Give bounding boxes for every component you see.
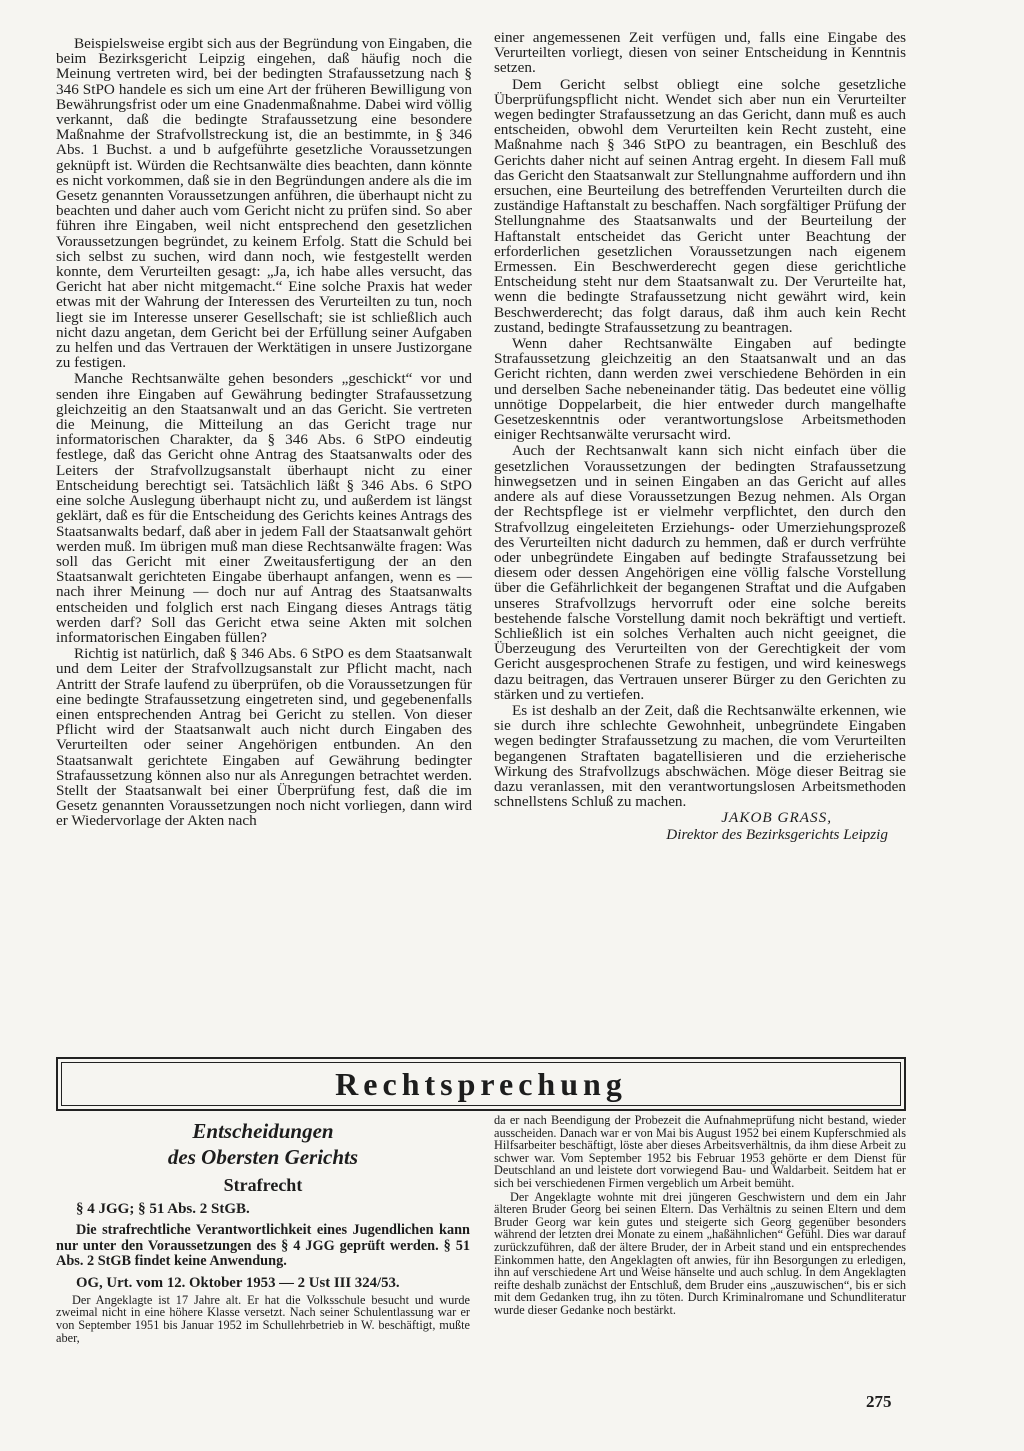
author-name: JAKOB GRASS, bbox=[721, 809, 832, 827]
page-number: 275 bbox=[866, 1392, 892, 1411]
decision-headnote: Die strafrechtliche Verantwortlichkeit eines Jugendlichen kann nur unter den Voraussetzungen des § 4 JGG geprüft werden. § 51 Abs. 2 StGB findet keine Anwendung. bbox=[56, 1222, 470, 1270]
decision-norms: § 4 JGG; § 51 Abs. 2 StGB. bbox=[76, 1201, 250, 1217]
article-continuation: einer angemessenen Zeit verfügen und, falls eine Eingabe des Verurteilten vorliegt, diesen von seiner Entscheidung in Kenntnis setzen. bbox=[494, 29, 906, 77]
article-paragraph: Beispielsweise ergibt sich aus der Begründung von Eingaben, die beim Bezirksgericht Leipzig eingehen, daß häufig noch die Meinung vertreten wird, bei der bedingten Strafaussetzung nach § 346 StPO handele es sich um eine Art der früheren Bewilligung von Bewährungsfrist oder um eine Gnadenmaßnahme. Dabei wird völlig verkannt, daß die bedingte Strafaussetzung eine besondere Maßnahme der Strafvollstreckung ist, die an bestimmte, in § 346 Abs. 1 Buchst. a und b aufgeführte gesetzliche Voraussetzungen geknüpft ist. Würden die Rechtsanwälte dies beachten, dann könnte es nicht vorkommen, daß sie in den Begründungen andere als die im Gesetz genannten Voraussetzungen anführen, die überhaupt nicht zu beachten und daher auch vom Gericht nicht zu prüfen sind. So aber führen ihre Eingaben, weil nicht entsprechend den gesetzlichen Voraussetzungen begründet, zu keinem Erfolg. Statt die Schuld bei sich selbst zu suchen, wird dann noch, wie festgestellt werden konnte, dem Verurteilten gesagt: „Ja, ich habe alles versucht, das Gericht hat aber nicht mitgemacht.“ Eine solche Praxis hat weder etwas mit der Wahrung der Interessen des Verurteilten zu tun, noch liegt sie im Interesse unserer Gesellschaft; sie ist schließlich auch nicht dazu angetan, dem Gericht bei der Erfüllung seiner Aufgaben zu helfen und das Vertrauen der Werktätigen in unsere Justizorgane zu festigen. bbox=[56, 35, 472, 372]
section-banner bbox=[56, 1057, 906, 1111]
decision-column-right bbox=[494, 1114, 906, 1317]
article-paragraph: Dem Gericht selbst obliegt eine solche gesetzliche Überprüfungspflicht nicht. Wendet sich aber nun ein Verurteilter wegen bedingter Strafaussetzung an das Gericht, dann muß es auch entscheiden, obwohl dem Verurteilten kein Recht zusteht, eine Maßnahme nach § 346 StPO zu beantragen, ein Beschluß des Gerichts daher nicht auf seinen Antrag ergeht. In diesem Fall muß das Gericht den Staatsanwalt zur Stellungnahme auffordern und ihn ersuchen, eine Beurteilung des betreffenden Verurteilten durch die zuständige Haftanstalt zu beschaffen. Nach sorgfältiger Prüfung der Stellungnahme des Staatsanwalts und der Beurteilung der Haftanstalt entscheidet das Gericht unter Beachtung der erforderlichen gesetzlichen Voraussetzungen nach eigenem Ermessen. Ein Beschwerderecht gegen diese gerichtliche Entscheidung steht nur dem Staatsanwalt zu. Der Verurteilte hat, wenn die bedingte Strafaussetzung nicht gewährt wird, kein Beschwerderecht; das folgt daraus, daß ihm auch kein Recht zustand, bedingte Strafaussetzung zu beantragen. bbox=[494, 75, 906, 336]
decision-reference: OG, Urt. vom 12. Oktober 1953 — 2 Ust III 324/53. bbox=[76, 1274, 400, 1291]
decision-text-left bbox=[56, 1294, 470, 1344]
decision-subheading: Strafrecht bbox=[223, 1175, 303, 1195]
author-title: Direktor des Bezirksgerichts Leipzig bbox=[666, 825, 888, 843]
decision-paragraph: Der Angeklagte ist 17 Jahre alt. Er hat die Volksschule besucht und wurde zweimal nicht in eine höhere Klasse versetzt. Nach seiner Schulentlassung war er von September 1951 bis Januar 1952 im Schullehrbetrieb in W. beschäftigt, mußte aber, bbox=[56, 1292, 470, 1345]
decision-heading-court: des Obersten Gerichts bbox=[167, 1145, 359, 1169]
decision-paragraph: da er nach Beendigung der Probezeit die Aufnahmeprüfung nicht bestand, wieder ausscheiden. Danach war er von Mai bis August 1952 bei einem Kupferschmied als Hilfsarbeiter beschäftigt, löste aber dieses Arbeitsverhältnis, da ihm diese Arbeit zu schwer war. Vom September 1952 bis Februar 1953 gehörte er dem Dienst für Deutschland an und leistete dort vorwiegend Bau- und Waldarbeit. Seitdem hat er sich bei verschiedenen Firmen vergeblich um Arbeit bemüht. bbox=[494, 1113, 906, 1190]
article-paragraph: Es ist deshalb an der Zeit, daß die Rechtsanwälte erkennen, wie sie durch ihre schlechte Gewohnheit, unbegründete Eingaben wegen bedingter Strafaussetzung zu machen, die vom Verurteilten begangenen Straftaten bagatellisieren und die erzieherische Wirkung des Strafvollzugs abschwächen. Möge dieser Beitrag sie dazu veranlassen, mit den verantwortungslosen Arbeitsmethoden schnellstens Schluß zu machen. bbox=[494, 701, 906, 811]
article-column-left bbox=[56, 36, 472, 829]
section-title: Rechtsprechung bbox=[335, 1066, 627, 1102]
decision-heading: Entscheidungen bbox=[192, 1119, 334, 1143]
article-paragraph: Wenn daher Rechtsanwälte Eingaben auf bedingte Strafaussetzung gleichzeitig an den Staatsanwalt und an das Gericht richten, dann werden zwei verschiedene Behörden in ein und derselben Sache nebeneinander tätig. Das bedeutet eine völlig unnötige Doppelarbeit, die hier entweder durch mangelhafte Gesetzeskenntnis oder verantwortungslose Arbeitsmethoden einiger Rechtsanwälte verursacht wird. bbox=[494, 335, 906, 444]
article-paragraph: Manche Rechtsanwälte gehen besonders „geschickt“ vor und senden ihre Eingaben auf Gewährung bedingter Strafaussetzung gleichzeitig an den Staatsanwalt und an das Gericht. Sie vertreten die Meinung, die Mitteilung an das Gericht trage nur informatorischen Charakter, da § 346 Abs. 6 StPO eindeutig festlege, daß das Gericht ohne Antrag des Staatsanwalts oder des Leiters der Strafvollzugsanstalt überhaupt nicht zu einer Entscheidung berechtigt sei. Tatsächlich läßt § 346 Abs. 6 StPO eine solche Auslegung überhaupt nicht zu, und außerdem ist längst geklärt, daß es für die Entscheidung des Gerichts keines Antrags des Staatsanwalts bedarf, daß aber in jedem Fall der Staatsanwalt gehört werden muß. Im übrigen muß man diese Rechtsanwälte fragen: Was soll das Gericht mit einer Zweitausfertigung der an den Staatsanwalt gerichteten Eingabe überhaupt anfangen, wenn es — nach ihrer Meinung — doch nur auf Antrag des Staatsanwalts entscheiden und folglich erst nach Eingang dieses Antrags tätig werden darf? Soll das Gericht etwa seine Akten mit solchen informatorischen Eingaben füllen? bbox=[56, 370, 472, 646]
decision-column-left bbox=[56, 1118, 470, 1344]
decision-paragraph: Der Angeklagte wohnte mit drei jüngeren Geschwistern und dem ein Jahr älteren Bruder Georg bei seinen Eltern. Das Verhältnis zu seinen Eltern und dem Bruder Georg war kein gutes und steigerte sich Georg gegenüber besonders während der letzten drei Monate zu einem „haßähnlichen“ Gefühl. Dies war darauf zurückzuführen, daß der ältere Bruder, der in Arbeit stand und ein entsprechendes Einkommen hatte, den Angeklagten oft anwies, für ihn Besorgungen zu erledigen, ihn auf verschiedene Art und Weise hänselte und auch schlug. In dem Angeklagten reifte deshalb zunächst der Entschluß, dem Bruder eins „auszuwischen“, bis er sich mit dem Gedanken trug, ihn zu töten. Durch Kriminalromane und Schundliteratur wurde dieser Gedanke noch bestärkt. bbox=[494, 1189, 906, 1317]
article-paragraph: Auch der Rechtsanwalt kann sich nicht einfach über die gesetzlichen Voraussetzungen der bedingten Strafaussetzung hinwegsetzen und in seinen Eingaben an das Gericht auf alles andere als auf diese Voraussetzungen Bezug nehmen. Als Organ der Rechtspflege ist er vielmehr verpflichtet, den durch den Strafvollzug eingeleiteten Erziehungs- oder Umerziehungsprozeß des Verurteilten nicht dadurch zu hemmen, daß er durch verfrühte oder unbegründete Eingaben auf bedingte Strafaussetzung bei diesem oder dessen Angehörigen eine völlig falsche Vorstellung über die Gefährlichkeit der begangenen Straftat und die Aufgaben unseres Strafvollzugs hervorruft oder eine solche bereits bestehende falsche Vorstellung damit noch bekräftigt und vertieft. Schließlich ist ein solches Verhalten auch nicht geeignet, die Überzeugung des Verurteilten von der Gerechtigkeit der vom Gericht ausgesprochenen Strafe zu festigen, und wird keineswegs dazu beitragen, das Vertrauen unserer Bürger zu den Gerichten zu stärken und zu vertiefen. bbox=[494, 442, 906, 703]
article-paragraph: Richtig ist natürlich, daß § 346 Abs. 6 StPO es dem Staatsanwalt und dem Leiter der Strafvollzugsanstalt zur Pflicht macht, nach Antritt der Strafe laufend zu überprüfen, ob die Voraussetzungen für eine bedingte Strafaussetzung eingetreten sind, und gegebenenfalls einen entsprechenden Antrag bei Gericht zu stellen. Von dieser Pflicht wird der Staatsanwalt auch nicht durch Eingaben des Verurteilten oder seiner Angehörigen entbunden. An den Staatsanwalt gerichtete Eingaben auf Gewährung bedingter Strafaussetzung können also nur als Anregungen betrachtet werden. Stellt der Staatsanwalt bei einer Überprüfung fest, daß die im Gesetz genannten Voraussetzungen noch nicht vorliegen, dann wird er Wiedervorlage der Akten nach bbox=[56, 645, 472, 830]
article-column-right bbox=[494, 30, 906, 842]
